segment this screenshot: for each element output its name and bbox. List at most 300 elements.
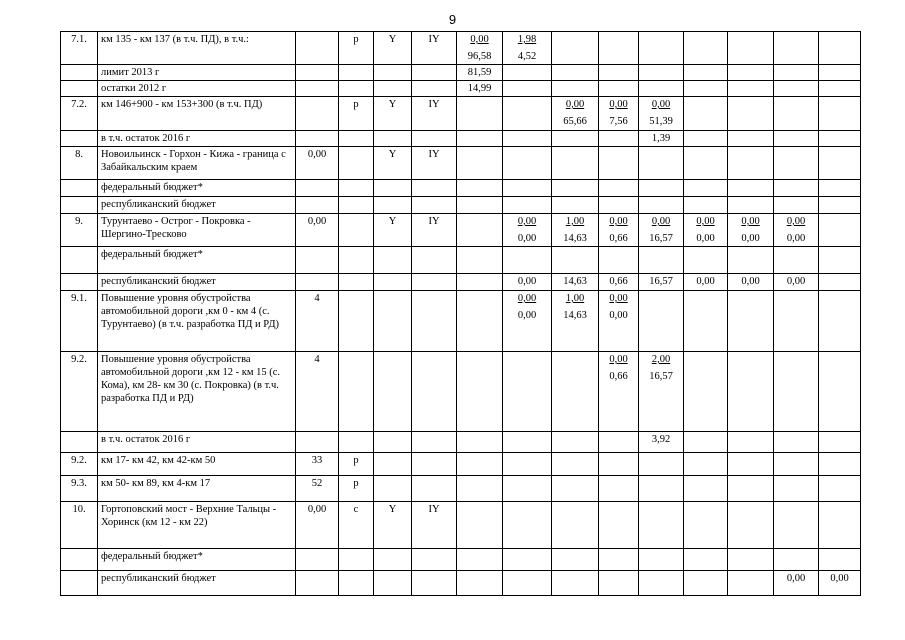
cell-value-top: 2,00 [651,354,671,365]
cell-year-col-3 [552,180,599,197]
cell-length-km [296,131,339,147]
cell-value-bottom: 14,63 [563,233,587,244]
cell-year-col-2 [503,65,552,81]
cell-category-b [412,197,457,214]
table-row [61,32,861,65]
cell-year-col-2 [503,549,552,571]
cell-length-km [296,571,339,596]
cell-value-top: 0,00 [786,216,806,227]
cell-item-number: 9.2. [61,352,98,432]
cell-year-col-4 [599,247,639,274]
cell-year-col-2 [503,247,552,274]
cell-year-col-7 [728,453,774,476]
cell-item-name: км 17- км 42, км 42-км 50 [98,453,296,476]
cell-year-col-9 [819,549,861,571]
cell-year-col-4 [599,453,639,476]
cell-year-col-3 [552,432,599,453]
cell-work-type: с [339,502,374,549]
cell-year-col-2 [503,214,552,247]
cell-length-km: 0,00 [296,147,339,180]
cell-length-km: 0,00 [296,214,339,247]
cell-category-a [374,352,412,432]
cell-year-col-5 [639,291,684,352]
table-row [61,274,861,291]
cell-year-col-1 [457,291,503,352]
cell-value-bottom: 0,00 [517,233,537,244]
cell-length-km: 33 [296,453,339,476]
cell-year-col-8 [774,476,819,502]
table-row [61,65,861,81]
cell-year-col-2 [503,180,552,197]
cell-year-col-8 [774,214,819,247]
cell-value-top: 0,00 [696,216,715,227]
cell-year-col-3 [552,131,599,147]
cell-category-a [374,476,412,502]
cell-value-bottom: 0,00 [786,233,806,244]
cell-year-col-7 [728,502,774,549]
cell-year-col-7 [728,352,774,432]
cell-year-col-5 [639,214,684,247]
cell-year-col-2 [503,571,552,596]
cell-year-col-4 [599,352,639,432]
cell-year-col-2 [503,131,552,147]
cell-category-a: Y [374,214,412,247]
cell-length-km [296,274,339,291]
table-row [61,214,861,247]
cell-year-col-4 [599,571,639,596]
cell-year-col-8 [774,131,819,147]
cell-category-b: IY [412,32,457,65]
cell-year-col-8 [774,453,819,476]
cell-year-col-1 [457,352,503,432]
cell-year-col-6 [684,549,728,571]
cell-year-col-7 [728,180,774,197]
cell-year-col-5 [639,453,684,476]
cell-year-col-3 [552,97,599,131]
cell-item-name: республиканский бюджет [98,571,296,596]
cell-year-col-6 [684,81,728,97]
cell-category-a [374,291,412,352]
cell-year-col-2 [503,197,552,214]
cell-item-name: Турунтаево - Острог - Покровка - Шергино-Тресково [98,214,296,247]
cell-year-col-8 [774,549,819,571]
cell-year-col-5 [639,147,684,180]
cell-year-col-6 [684,131,728,147]
table-row [61,432,861,453]
cell-year-col-7 [728,32,774,65]
cell-item-number: 9. [61,214,98,247]
cell-year-col-4 [599,147,639,180]
cell-length-km [296,432,339,453]
cell-year-col-4: 0,66 [599,274,639,291]
cell-year-col-3 [552,502,599,549]
cell-year-col-8 [774,197,819,214]
cell-year-col-5: 3,92 [639,432,684,453]
cell-year-col-5 [639,502,684,549]
cell-year-col-4 [599,502,639,549]
cell-year-col-8 [774,180,819,197]
cell-work-type: р [339,476,374,502]
cell-year-col-9 [819,453,861,476]
cell-value-top: 0,00 [517,216,537,227]
cell-year-col-3: 14,63 [552,274,599,291]
cell-year-col-1 [457,502,503,549]
cell-item-name: в т.ч. остаток 2016 г [98,131,296,147]
cell-year-col-7 [728,549,774,571]
cell-year-col-2 [503,502,552,549]
cell-year-col-6 [684,432,728,453]
cell-category-b [412,571,457,596]
cell-year-col-6 [684,147,728,180]
cell-year-col-7 [728,97,774,131]
cell-work-type [339,214,374,247]
cell-work-type [339,571,374,596]
cell-category-b: IY [412,147,457,180]
cell-year-col-3 [552,352,599,432]
cell-category-b [412,291,457,352]
table-row [61,147,861,180]
cell-year-col-3 [552,247,599,274]
cell-value-top: 0,00 [651,99,671,110]
cell-year-col-9 [819,352,861,432]
cell-item-name: лимит 2013 г [98,65,296,81]
table-row [61,81,861,97]
cell-value-top: 0,00 [651,216,671,227]
cell-value-top: 0,00 [741,216,760,227]
cell-length-km [296,247,339,274]
cell-year-col-1 [457,131,503,147]
cell-category-a: Y [374,147,412,180]
cell-length-km [296,197,339,214]
cell-category-a: Y [374,502,412,549]
cell-year-col-8 [774,147,819,180]
cell-category-a: Y [374,97,412,131]
cell-length-km: 52 [296,476,339,502]
table-row [61,502,861,549]
cell-year-col-7 [728,81,774,97]
cell-item-name: остатки 2012 г [98,81,296,97]
cell-value-bottom: 0,00 [609,310,628,321]
cell-year-col-1 [457,97,503,131]
cell-year-col-6 [684,247,728,274]
cell-year-col-1 [457,432,503,453]
cell-year-col-6 [684,65,728,81]
cell-category-b [412,432,457,453]
cell-work-type [339,247,374,274]
cell-category-a [374,247,412,274]
cell-year-col-2 [503,147,552,180]
cell-year-col-4 [599,432,639,453]
cell-category-b [412,352,457,432]
cell-category-b [412,65,457,81]
cell-length-km [296,97,339,131]
cell-year-col-5 [639,571,684,596]
table-row [61,352,861,432]
cell-category-b: IY [412,97,457,131]
cell-year-col-5 [639,97,684,131]
cell-work-type [339,65,374,81]
cell-work-type: р [339,97,374,131]
cell-value-top: 1,00 [565,216,585,227]
cell-year-col-9: 0,00 [819,571,861,596]
cell-category-b [412,549,457,571]
cell-year-col-5: 1,39 [639,131,684,147]
cell-value-bottom: 96,58 [467,51,492,62]
cell-work-type [339,180,374,197]
road-works-table [60,31,861,596]
cell-year-col-5 [639,65,684,81]
cell-work-type [339,432,374,453]
cell-year-col-9 [819,131,861,147]
cell-year-col-2 [503,432,552,453]
cell-year-col-2 [503,352,552,432]
cell-year-col-1: 81,59 [457,65,503,81]
table-row [61,97,861,131]
cell-item-number [61,432,98,453]
cell-year-col-4 [599,65,639,81]
cell-year-col-6 [684,502,728,549]
cell-year-col-9 [819,291,861,352]
cell-value-top: 0,00 [565,99,585,110]
cell-year-col-1 [457,549,503,571]
cell-year-col-5 [639,549,684,571]
cell-year-col-5 [639,476,684,502]
cell-year-col-5 [639,32,684,65]
cell-value-top: 1,00 [565,293,585,304]
cell-year-col-7 [728,432,774,453]
cell-year-col-4 [599,81,639,97]
cell-year-col-3 [552,453,599,476]
cell-category-b [412,180,457,197]
cell-year-col-8 [774,247,819,274]
cell-category-b [412,131,457,147]
cell-year-col-6 [684,214,728,247]
cell-length-km: 4 [296,291,339,352]
cell-year-col-9 [819,214,861,247]
cell-year-col-6 [684,352,728,432]
cell-year-col-1 [457,476,503,502]
cell-work-type [339,131,374,147]
cell-year-col-8 [774,32,819,65]
cell-year-col-5 [639,352,684,432]
cell-year-col-7 [728,147,774,180]
cell-item-number: 7.2. [61,97,98,131]
cell-year-col-8 [774,432,819,453]
cell-category-b: IY [412,502,457,549]
cell-year-col-4 [599,32,639,65]
cell-year-col-1 [457,197,503,214]
cell-category-a [374,81,412,97]
cell-value-bottom: 16,57 [649,371,673,382]
cell-year-col-9 [819,432,861,453]
cell-work-type [339,549,374,571]
cell-item-number [61,274,98,291]
cell-year-col-1 [457,247,503,274]
cell-item-number [61,571,98,596]
cell-year-col-1 [457,274,503,291]
cell-value-bottom: 0,66 [609,233,628,244]
cell-year-col-2 [503,97,552,131]
cell-year-col-7 [728,214,774,247]
cell-year-col-9 [819,247,861,274]
cell-year-col-6 [684,571,728,596]
cell-item-number [61,131,98,147]
cell-year-col-9 [819,147,861,180]
cell-item-name: км 146+900 - км 153+300 (в т.ч. ПД) [98,97,296,131]
cell-value-top: 0,00 [609,354,628,365]
cell-year-col-6: 0,00 [684,274,728,291]
cell-item-number: 10. [61,502,98,549]
cell-item-number: 8. [61,147,98,180]
cell-year-col-3 [552,214,599,247]
cell-length-km [296,549,339,571]
cell-item-name: в т.ч. остаток 2016 г [98,432,296,453]
cell-value-bottom: 0,00 [696,233,715,244]
cell-year-col-6 [684,197,728,214]
cell-year-col-9 [819,65,861,81]
cell-category-b [412,81,457,97]
cell-year-col-1 [457,32,503,65]
cell-value-bottom: 0,00 [741,233,760,244]
cell-year-col-7 [728,247,774,274]
cell-year-col-1 [457,571,503,596]
cell-work-type [339,352,374,432]
cell-work-type [339,81,374,97]
cell-category-a [374,274,412,291]
cell-year-col-9 [819,197,861,214]
cell-year-col-4 [599,197,639,214]
cell-category-a [374,180,412,197]
cell-year-col-9 [819,32,861,65]
cell-year-col-9 [819,476,861,502]
cell-year-col-4 [599,97,639,131]
cell-value-bottom: 65,66 [563,116,587,127]
cell-work-type: р [339,32,374,65]
cell-work-type: р [339,453,374,476]
cell-year-col-5 [639,81,684,97]
page-number: 9 [448,12,457,27]
cell-year-col-6 [684,97,728,131]
cell-work-type [339,147,374,180]
cell-year-col-9 [819,81,861,97]
cell-year-col-6 [684,476,728,502]
cell-year-col-2 [503,453,552,476]
cell-year-col-3 [552,291,599,352]
cell-year-col-5: 16,57 [639,274,684,291]
table-row [61,180,861,197]
cell-year-col-1 [457,180,503,197]
cell-year-col-6 [684,180,728,197]
table-row [61,197,861,214]
cell-year-col-2 [503,81,552,97]
cell-year-col-7 [728,65,774,81]
cell-year-col-8: 0,00 [774,274,819,291]
cell-item-name: федеральный бюджет* [98,247,296,274]
cell-year-col-2 [503,32,552,65]
cell-year-col-3 [552,197,599,214]
cell-year-col-3 [552,81,599,97]
cell-item-number [61,247,98,274]
table-row [61,571,861,596]
cell-item-name: Новоильинск - Горхон - Кижа - граница с Забайкальским краем [98,147,296,180]
cell-item-number: 9.1. [61,291,98,352]
table-row [61,291,861,352]
cell-year-col-9 [819,502,861,549]
cell-year-col-2: 0,00 [503,274,552,291]
cell-category-a [374,453,412,476]
cell-year-col-7 [728,291,774,352]
cell-category-a [374,197,412,214]
cell-year-col-3 [552,476,599,502]
cell-year-col-5 [639,247,684,274]
cell-work-type [339,291,374,352]
table-row [61,549,861,571]
cell-value-top: 0,00 [609,216,628,227]
cell-value-top: 0,00 [470,34,489,45]
cell-work-type [339,197,374,214]
cell-value-bottom: 0,00 [517,310,537,321]
cell-year-col-8 [774,352,819,432]
cell-value-bottom: 7,56 [609,116,628,127]
cell-item-number [61,197,98,214]
cell-item-number [61,180,98,197]
cell-year-col-6 [684,32,728,65]
cell-category-a [374,131,412,147]
cell-category-b [412,247,457,274]
cell-item-name: Повышение уровня обустройства автомобильной дороги ,км 12 - км 15 (с. Кома), км 28- км 30 (с. Покровка) (в т.ч. разработка ПД и РД) [98,352,296,432]
cell-year-col-6 [684,291,728,352]
cell-category-b [412,476,457,502]
cell-year-col-9 [819,97,861,131]
cell-length-km [296,81,339,97]
table-row [61,247,861,274]
cell-value-bottom: 4,52 [517,51,537,62]
cell-length-km: 4 [296,352,339,432]
cell-item-number [61,65,98,81]
table-row [61,476,861,502]
cell-length-km [296,180,339,197]
cell-year-col-7 [728,131,774,147]
cell-year-col-4 [599,476,639,502]
cell-value-top: 0,00 [517,293,537,304]
cell-year-col-4 [599,180,639,197]
cell-year-col-5 [639,197,684,214]
cell-year-col-7 [728,476,774,502]
cell-year-col-1: 14,99 [457,81,503,97]
cell-year-col-4 [599,549,639,571]
cell-category-a [374,432,412,453]
cell-year-col-1 [457,453,503,476]
cell-year-col-2 [503,291,552,352]
cell-year-col-1 [457,147,503,180]
cell-year-col-2 [503,476,552,502]
cell-year-col-8: 0,00 [774,571,819,596]
cell-year-col-7 [728,571,774,596]
cell-year-col-3 [552,32,599,65]
cell-year-col-3 [552,147,599,180]
cell-year-col-4 [599,291,639,352]
table-row [61,131,861,147]
cell-item-name: км 50- км 89, км 4-км 17 [98,476,296,502]
cell-year-col-3 [552,65,599,81]
cell-item-name: республиканский бюджет [98,197,296,214]
cell-category-b [412,453,457,476]
cell-category-a [374,65,412,81]
cell-category-a: Y [374,32,412,65]
cell-category-b [412,274,457,291]
cell-item-number: 9.3. [61,476,98,502]
cell-value-bottom: 16,57 [649,233,673,244]
